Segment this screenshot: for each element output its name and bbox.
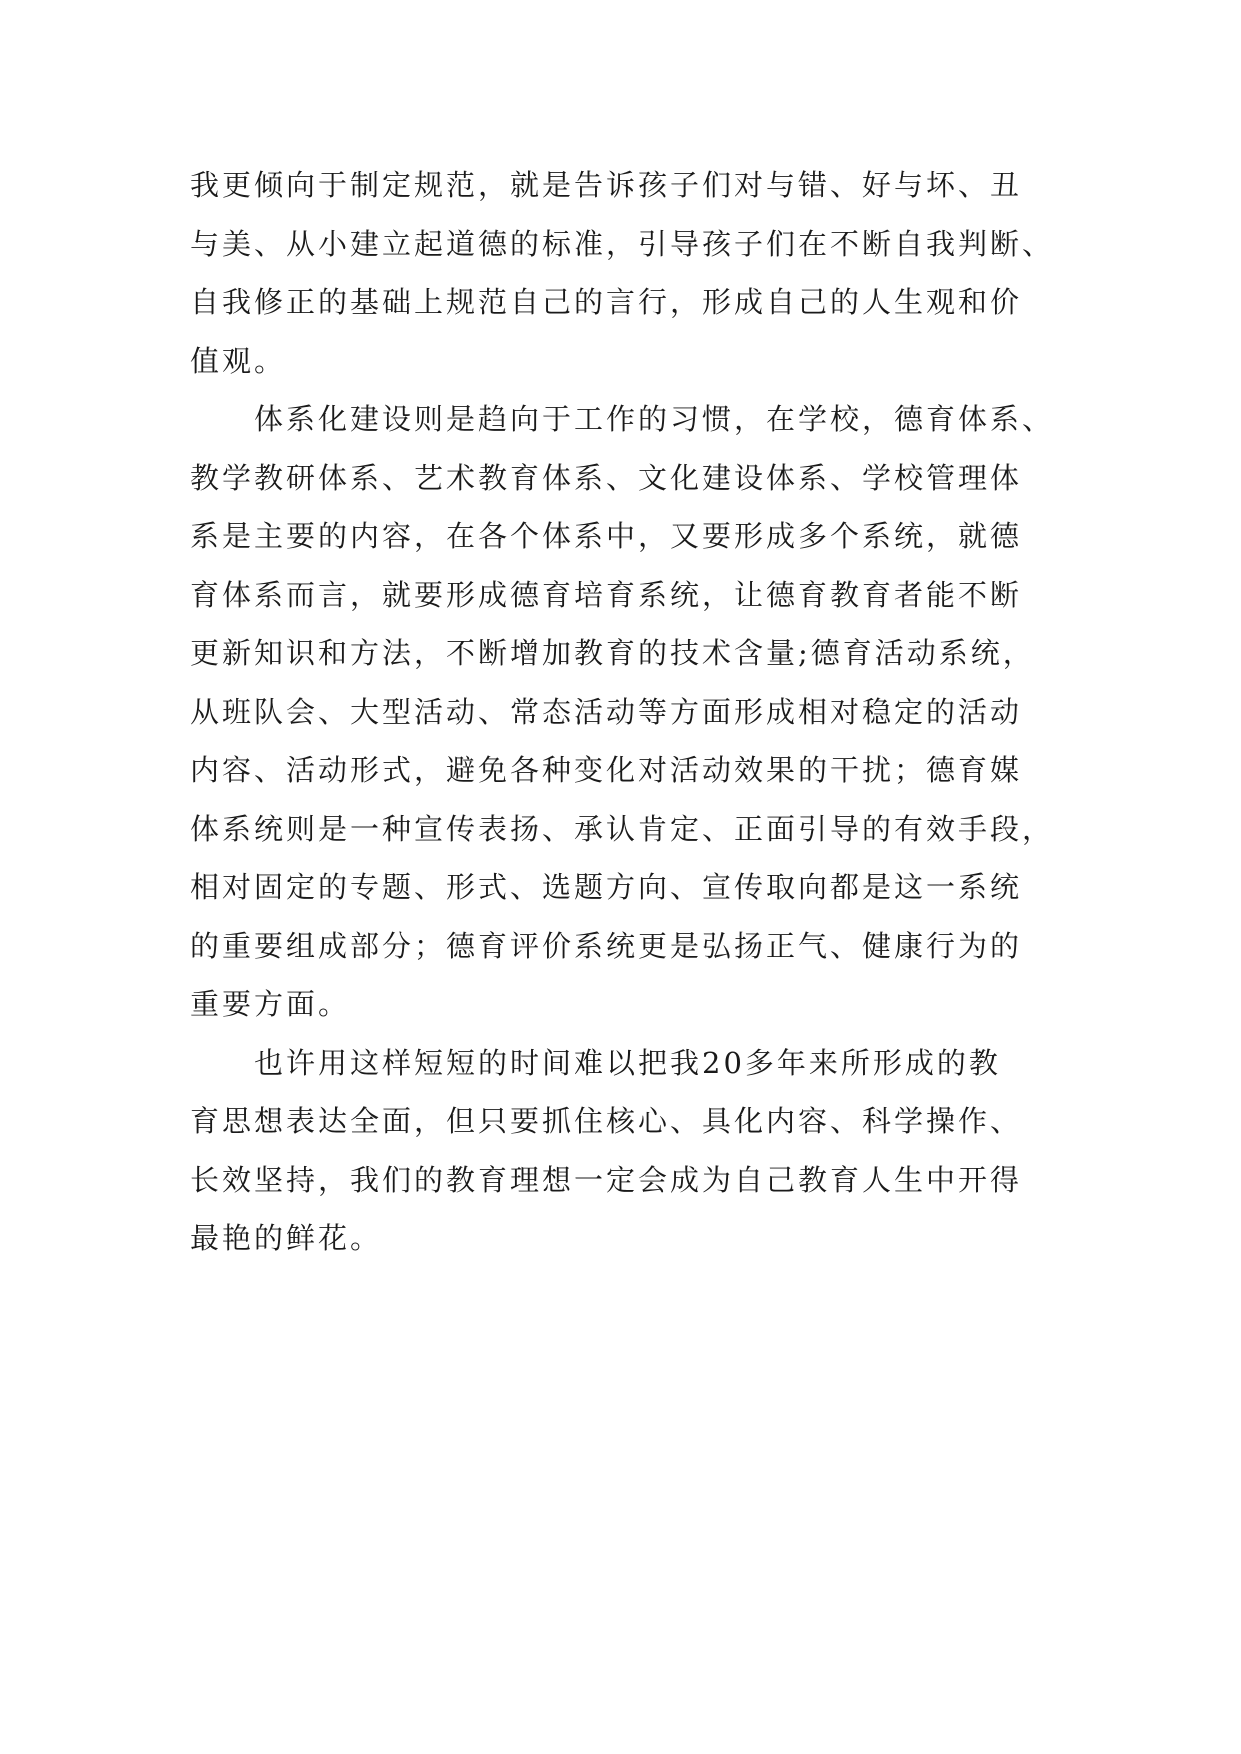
- paragraph: [190, 390, 1060, 1034]
- text-line: 从班队会、大型活动、常态活动等方面形成相对稳定的活动: [190, 694, 1023, 729]
- text-line: 也许用这样短短的时间难以把我20多年来所形成的教: [254, 1045, 1001, 1080]
- text-line: 我更倾向于制定规范，就是告诉孩子们对与错、好与坏、丑: [190, 168, 1023, 202]
- text-line: 育体系而言，就要形成德育培育系统，让德育教育者能不断: [190, 577, 1023, 612]
- text-line: 更新知识和方法，不断增加教育的技术含量;德育活动系统，: [190, 636, 1035, 670]
- text-line: 育思想表达全面，但只要抓住核心、具化内容、科学操作、: [190, 1104, 1023, 1138]
- text-line: 自我修正的基础上规范自己的言行，形成自己的人生观和价: [190, 285, 1023, 319]
- text-line: 相对固定的专题、形式、选题方向、宣传取向都是这一系统: [190, 870, 1023, 904]
- text-line: 体系统则是一种宣传表扬、承认肯定、正面引导的有效手段，: [190, 811, 1055, 846]
- paragraph: [190, 1034, 1060, 1268]
- document-body: [190, 156, 1060, 1268]
- text-line: 内容、活动形式，避免各种变化对活动效果的干扰；德育媒: [190, 753, 1023, 787]
- text-line: 体系化建设则是趋向于工作的习惯，在学校，德育体系、: [254, 402, 1055, 436]
- text-line: 的重要组成部分；德育评价系统更是弘扬正气、健康行为的: [190, 928, 1023, 963]
- text-line: 最艳的鲜花。: [190, 1221, 383, 1255]
- text-line: 长效坚持，我们的教育理想一定会成为自己教育人生中开得: [190, 1162, 1023, 1197]
- text-line: 重要方面。: [190, 987, 351, 1021]
- text-line: 值观。: [190, 343, 287, 378]
- text-line: 系是主要的内容，在各个体系中，又要形成多个系统，就德: [190, 519, 1023, 553]
- text-line: 教学教研体系、艺术教育体系、文化建设体系、学校管理体: [190, 460, 1023, 495]
- paragraph: [190, 156, 1060, 390]
- text-line: 与美、从小建立起道德的标准，引导孩子们在不断自我判断、: [190, 226, 1055, 261]
